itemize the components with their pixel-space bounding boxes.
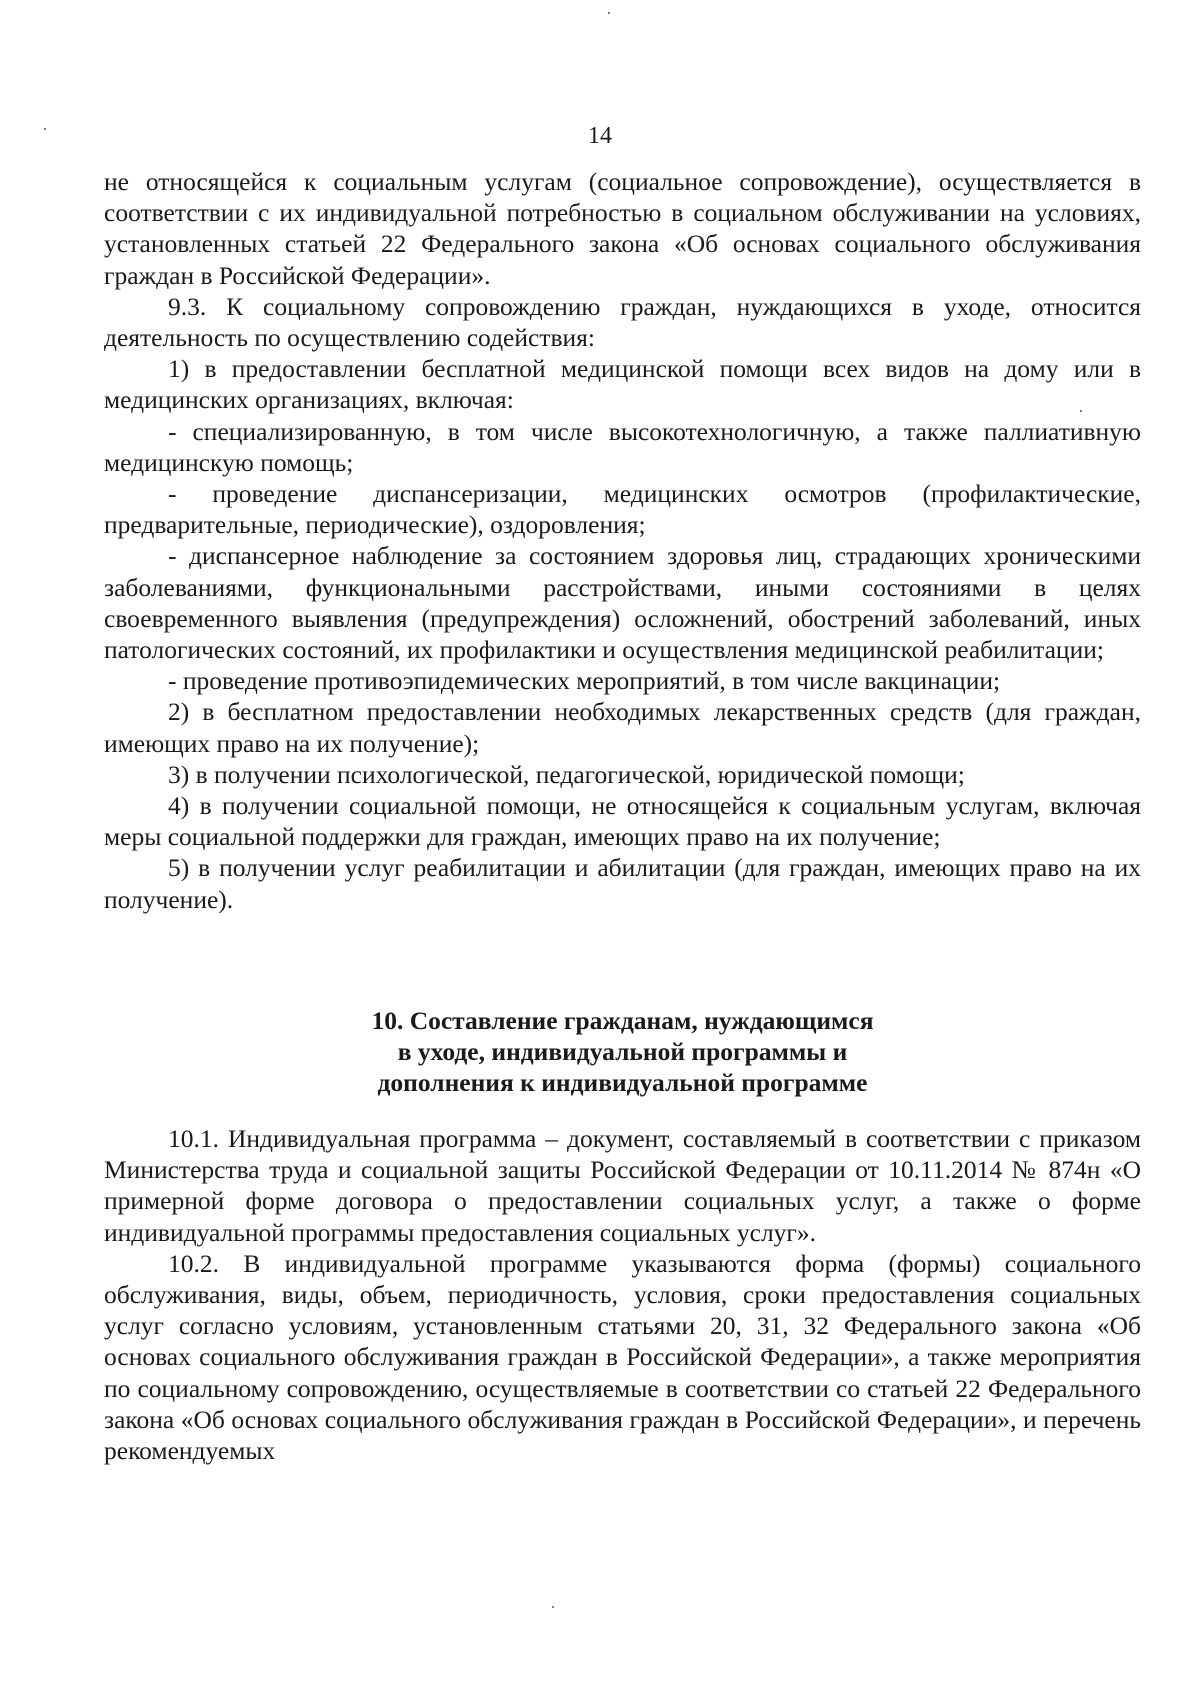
list-item-3: 3) в получении психологической, педагогической, юридической помощи; — [168, 759, 965, 789]
sub-item-anti-epidemic: - проведение противоэпидемических мероприятий, в том числе вакцинации; — [168, 666, 1001, 696]
heading-line: 10. Составление гражданам, нуждающимся — [371, 1006, 874, 1035]
list-item-1: 1) в предоставлении бесплатной медицинской помощи всех видов на дому или в медицинских организациях, включая: — [104, 354, 1141, 415]
list-item-4: 4) в получении социальной помощи, не относящейся к социальным услугам, включая меры социальной поддержки для граждан, имеющих право на их получение; — [104, 791, 1141, 852]
sub-item-dispensarization: - проведение диспансеризации, медицинских осмотров (профилактические, предварительные, периодические), оздоровления; — [104, 479, 1141, 540]
section-10-body — [104, 1123, 1141, 1466]
heading-line: дополнения к индивидуальной программе — [377, 1068, 868, 1097]
scan-speck — [44, 128, 46, 130]
sub-item-specialized-care: - специализированную, в том числе высокотехнологичную, а также паллиативную медицинскую помощь; — [104, 416, 1141, 477]
list-item-5: 5) в получении услуг реабилитации и абилитации (для граждан, имеющих право на их получение). — [104, 853, 1141, 914]
section-9-continuation — [104, 166, 1141, 915]
scan-speck — [552, 1606, 554, 1608]
scan-speck — [608, 12, 610, 14]
paragraph: не относящейся к социальным услугам (социальное сопровождение), осуществляется в соответствии с их индивидуальной потребностью в социальном обслуживании на условиях, установленных статьей 22 Федерального закона «Об основах социального обслуживания граждан в Российской Федерации». — [104, 167, 1141, 290]
paragraph-10-1: 10.1. Индивидуальная программа – документ, составляемый в соответствии с приказом Министерства труда и социальной защиты Российской Федерации от 10.11.2014 № 874н «О примерной форме договора о предоставлении социальных услуг, а также о форме индивидуальной программы предоставления социальных услуг». — [104, 1124, 1141, 1247]
list-item-2: 2) в бесплатном предоставлении необходимых лекарственных средств (для граждан, имеющих право на их получение); — [104, 697, 1141, 758]
heading-line: в уходе, индивидуальной программы и — [397, 1037, 848, 1066]
page-number: 14 — [588, 123, 612, 149]
section-10-heading — [104, 1005, 1141, 1098]
scan-speck — [1080, 410, 1082, 412]
sub-item-dispensary-observation: - диспансерное наблюдение за состоянием здоровья лиц, страдающих хроническими заболеваниями, функциональными расстройствами, иными состояниями в целях своевременного выявления (предупреждения) осложнений, обострений заболеваний, иных патологических состояний, их профилактики и осуществления медицинской реабилитации; — [104, 541, 1141, 665]
paragraph-9-3: 9.3. К социальному сопровождению граждан, нуждающихся в уходе, относится деятельность по осуществлению содействия: — [104, 291, 1141, 353]
paragraph-10-2: 10.2. В индивидуальной программе указываются форма (формы) социального обслуживания, виды, объем, периодичность, условия, сроки предоставления социальных услуг согласно условиям, установленным статьями 20, 31, 32 Федерального закона «Об основах социального обслуживания граждан в Российской Федерации», а также мероприятия по социальному сопровождению, осуществляемые в соответствии со статьей 22 Федерального закона «Об основах социального обслуживания граждан в Российской Федерации», и перечень рекомендуемых — [104, 1248, 1141, 1466]
